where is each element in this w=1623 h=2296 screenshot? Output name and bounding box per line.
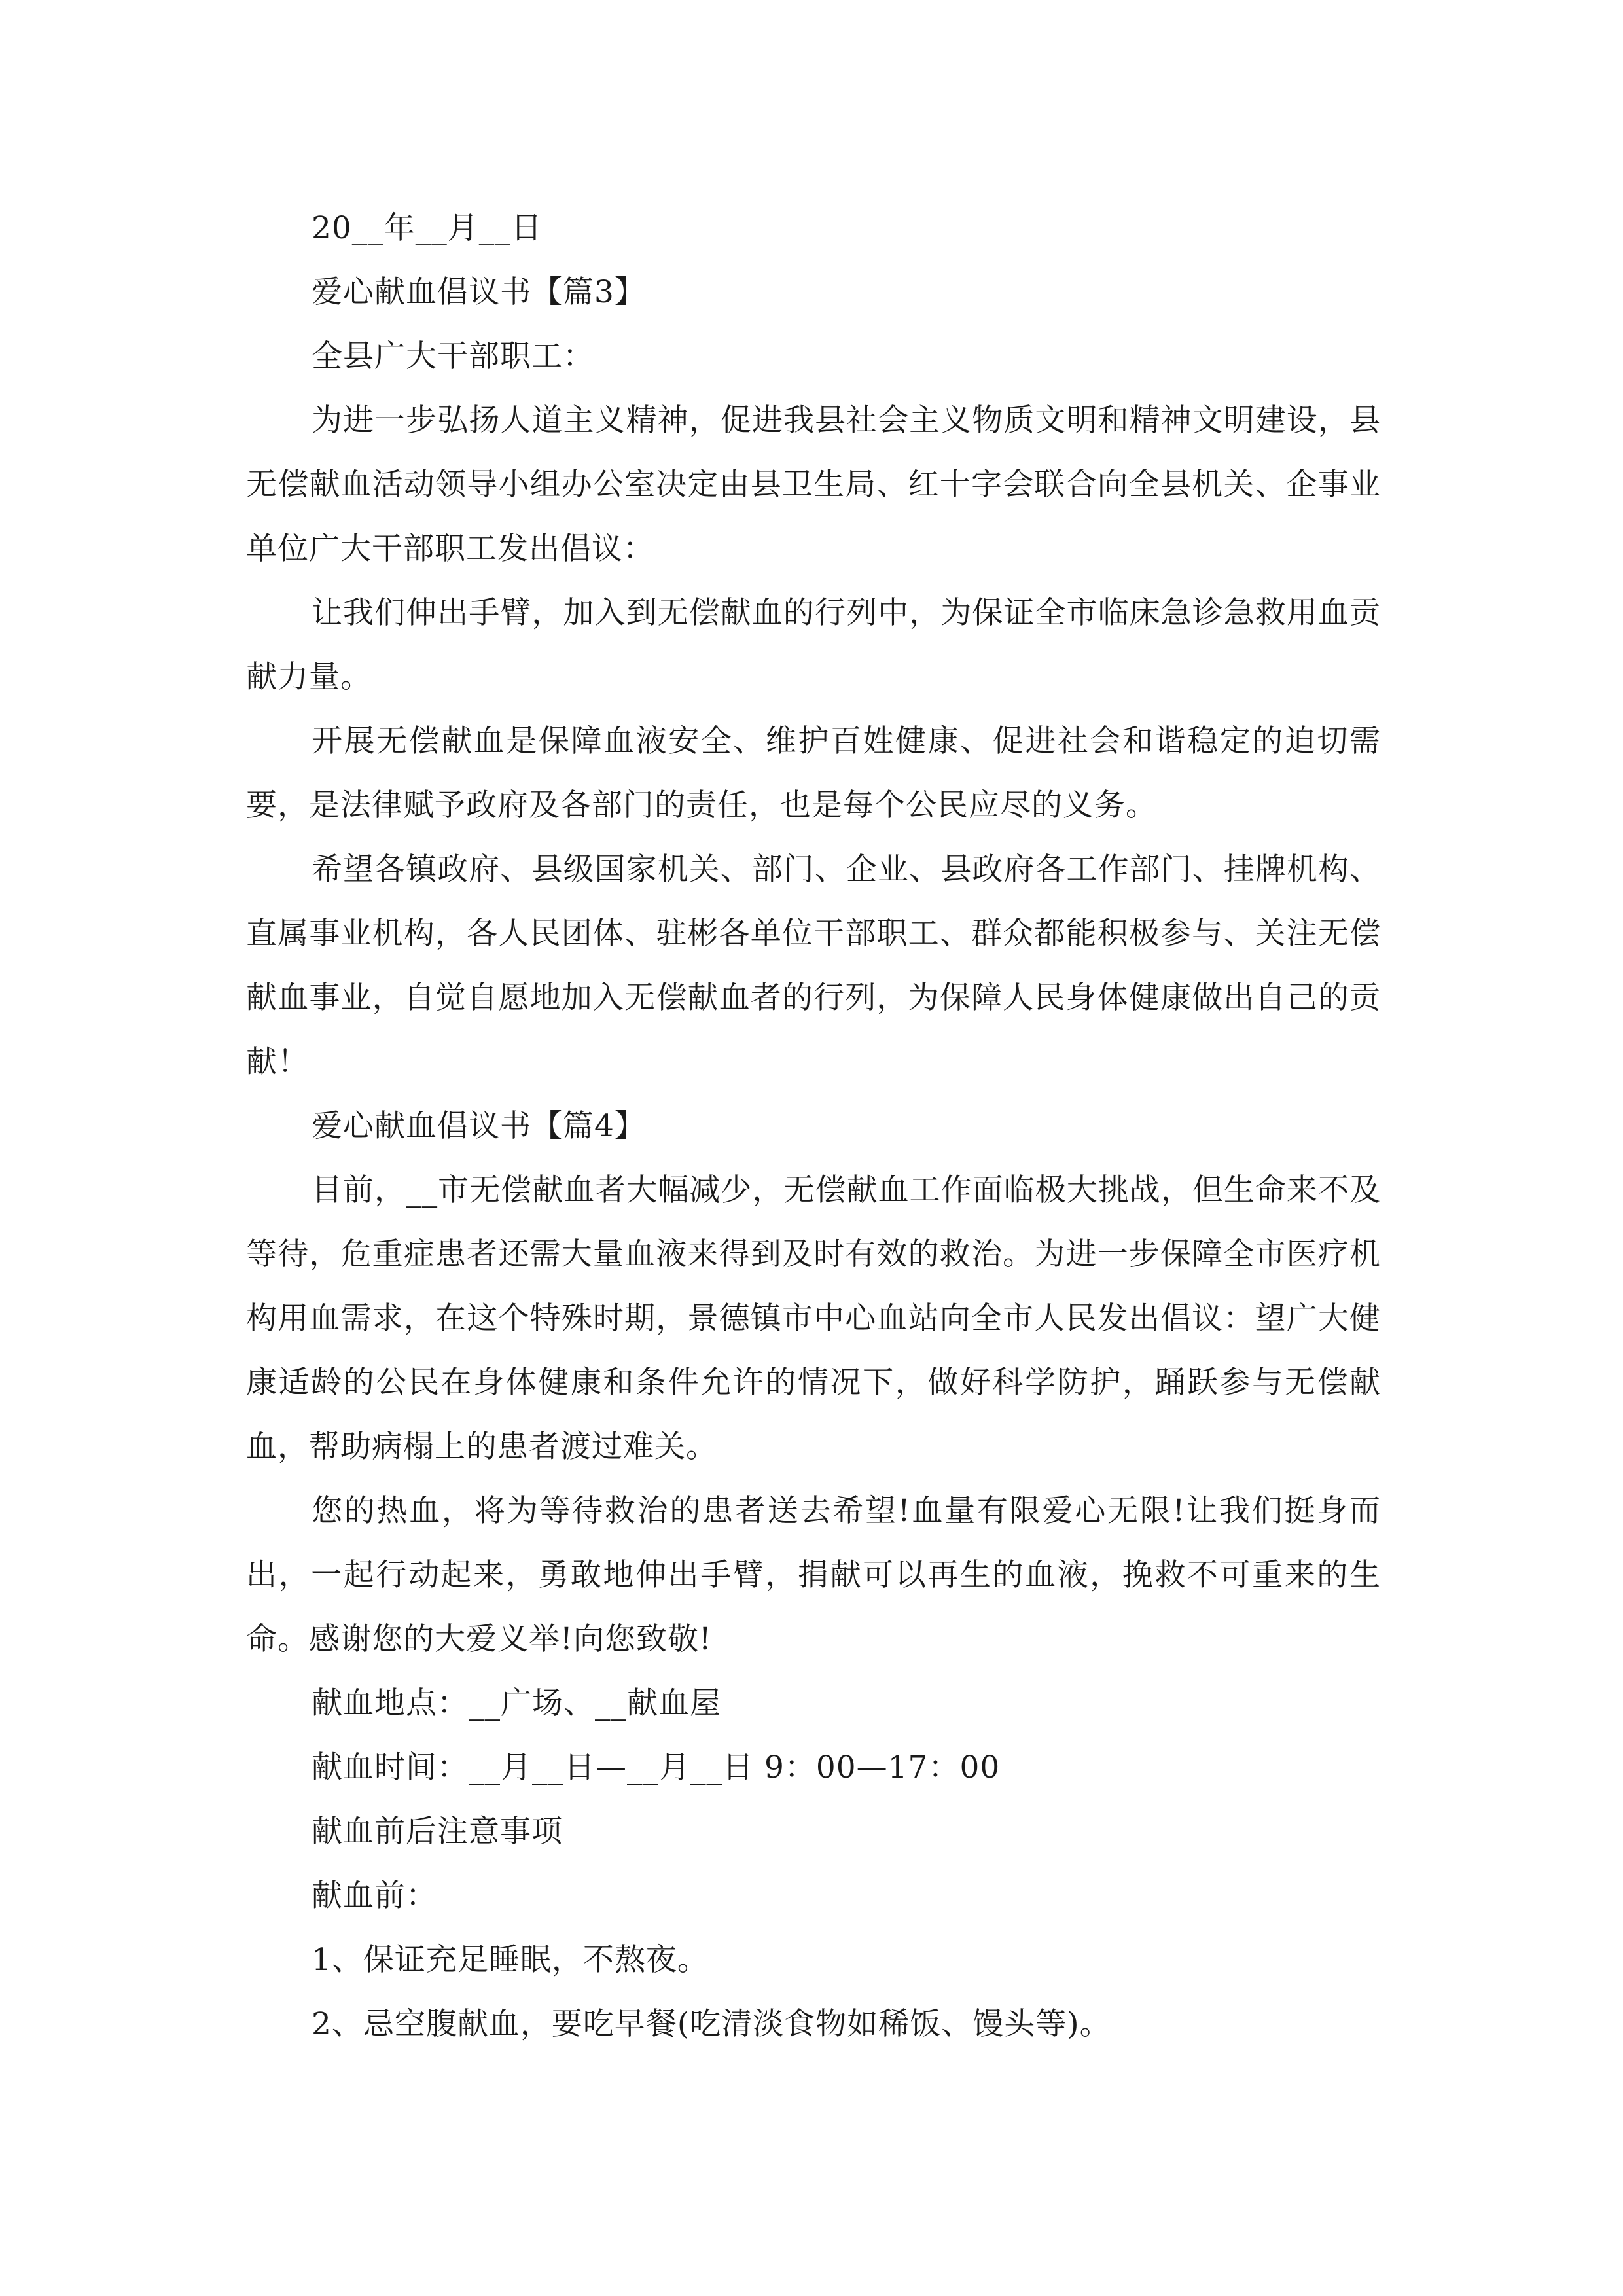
paragraph-4-2: 您的热血，将为等待救治的患者送去希望!血量有限爱心无限!让我们挺身而出，一起行动起来，勇敢地伸出手臂，捐献可以再生的血液，挽救不可重来的生命。感谢您的大爱义举!向您致敬! bbox=[246, 1493, 1381, 1657]
document-body bbox=[246, 196, 1381, 2056]
salutation: 全县广大干部职工： bbox=[312, 338, 594, 374]
heading-part-4: 爱心献血倡议书【篇4】 bbox=[312, 1108, 646, 1144]
paragraph-4-1: 目前，__市无偿献血者大幅减少，无偿献血工作面临极大挑战，但生命来不及等待，危重症患者还需大量血液来得到及时有效的救治。为进一步保障全市医疗机构用血需求，在这个特殊时期，景德镇市中心血站向全市人民发出倡议：望广大健康适龄的公民在身体健康和条件允许的情况下，做好科学防护，踊跃参与无偿献血，帮助病榻上的患者渡过难关。 bbox=[246, 1172, 1381, 1465]
paragraph-3-4: 希望各镇政府、县级国家机关、部门、企业、县政府各工作部门、挂牌机构、直属事业机构，各人民团体、驻彬各单位干部职工、群众都能积极参与、关注无偿献血事业，自觉自愿地加入无偿献血者的行列，为保障人民身体健康做出自己的贡献！ bbox=[246, 852, 1381, 1080]
before-heading: 献血前： bbox=[312, 1878, 437, 1914]
heading-part-3: 爱心献血倡议书【篇3】 bbox=[312, 274, 646, 310]
date-line: 20__年__月__日 bbox=[312, 210, 543, 246]
time-line: 献血时间：__月__日—__月__日 9：00—17：00 bbox=[312, 1749, 1001, 1785]
paragraph-3-2: 让我们伸出手臂，加入到无偿献血的行列中，为保证全市临床急诊急救用血贡献力量。 bbox=[246, 595, 1381, 695]
paragraph-3-1: 为进一步弘扬人道主义精神，促进我县社会主义物质文明和精神文明建设，县无偿献血活动领导小组办公室决定由县卫生局、红十字会联合向全县机关、企事业单位广大干部职工发出倡议： bbox=[246, 403, 1381, 567]
paragraph-3-3: 开展无偿献血是保障血液安全、维护百姓健康、促进社会和谐稳定的迫切需要，是法律赋予政府及各部门的责任，也是每个公民应尽的义务。 bbox=[246, 723, 1381, 823]
list-item: 2、忌空腹献血，要吃早餐(吃清淡食物如稀饭、馒头等)。 bbox=[312, 2006, 1111, 2042]
list-item: 1、保证充足睡眠，不熬夜。 bbox=[312, 1942, 709, 1978]
notes-heading: 献血前后注意事项 bbox=[312, 1814, 563, 1850]
location-line: 献血地点：__广场、__献血屋 bbox=[312, 1685, 721, 1721]
